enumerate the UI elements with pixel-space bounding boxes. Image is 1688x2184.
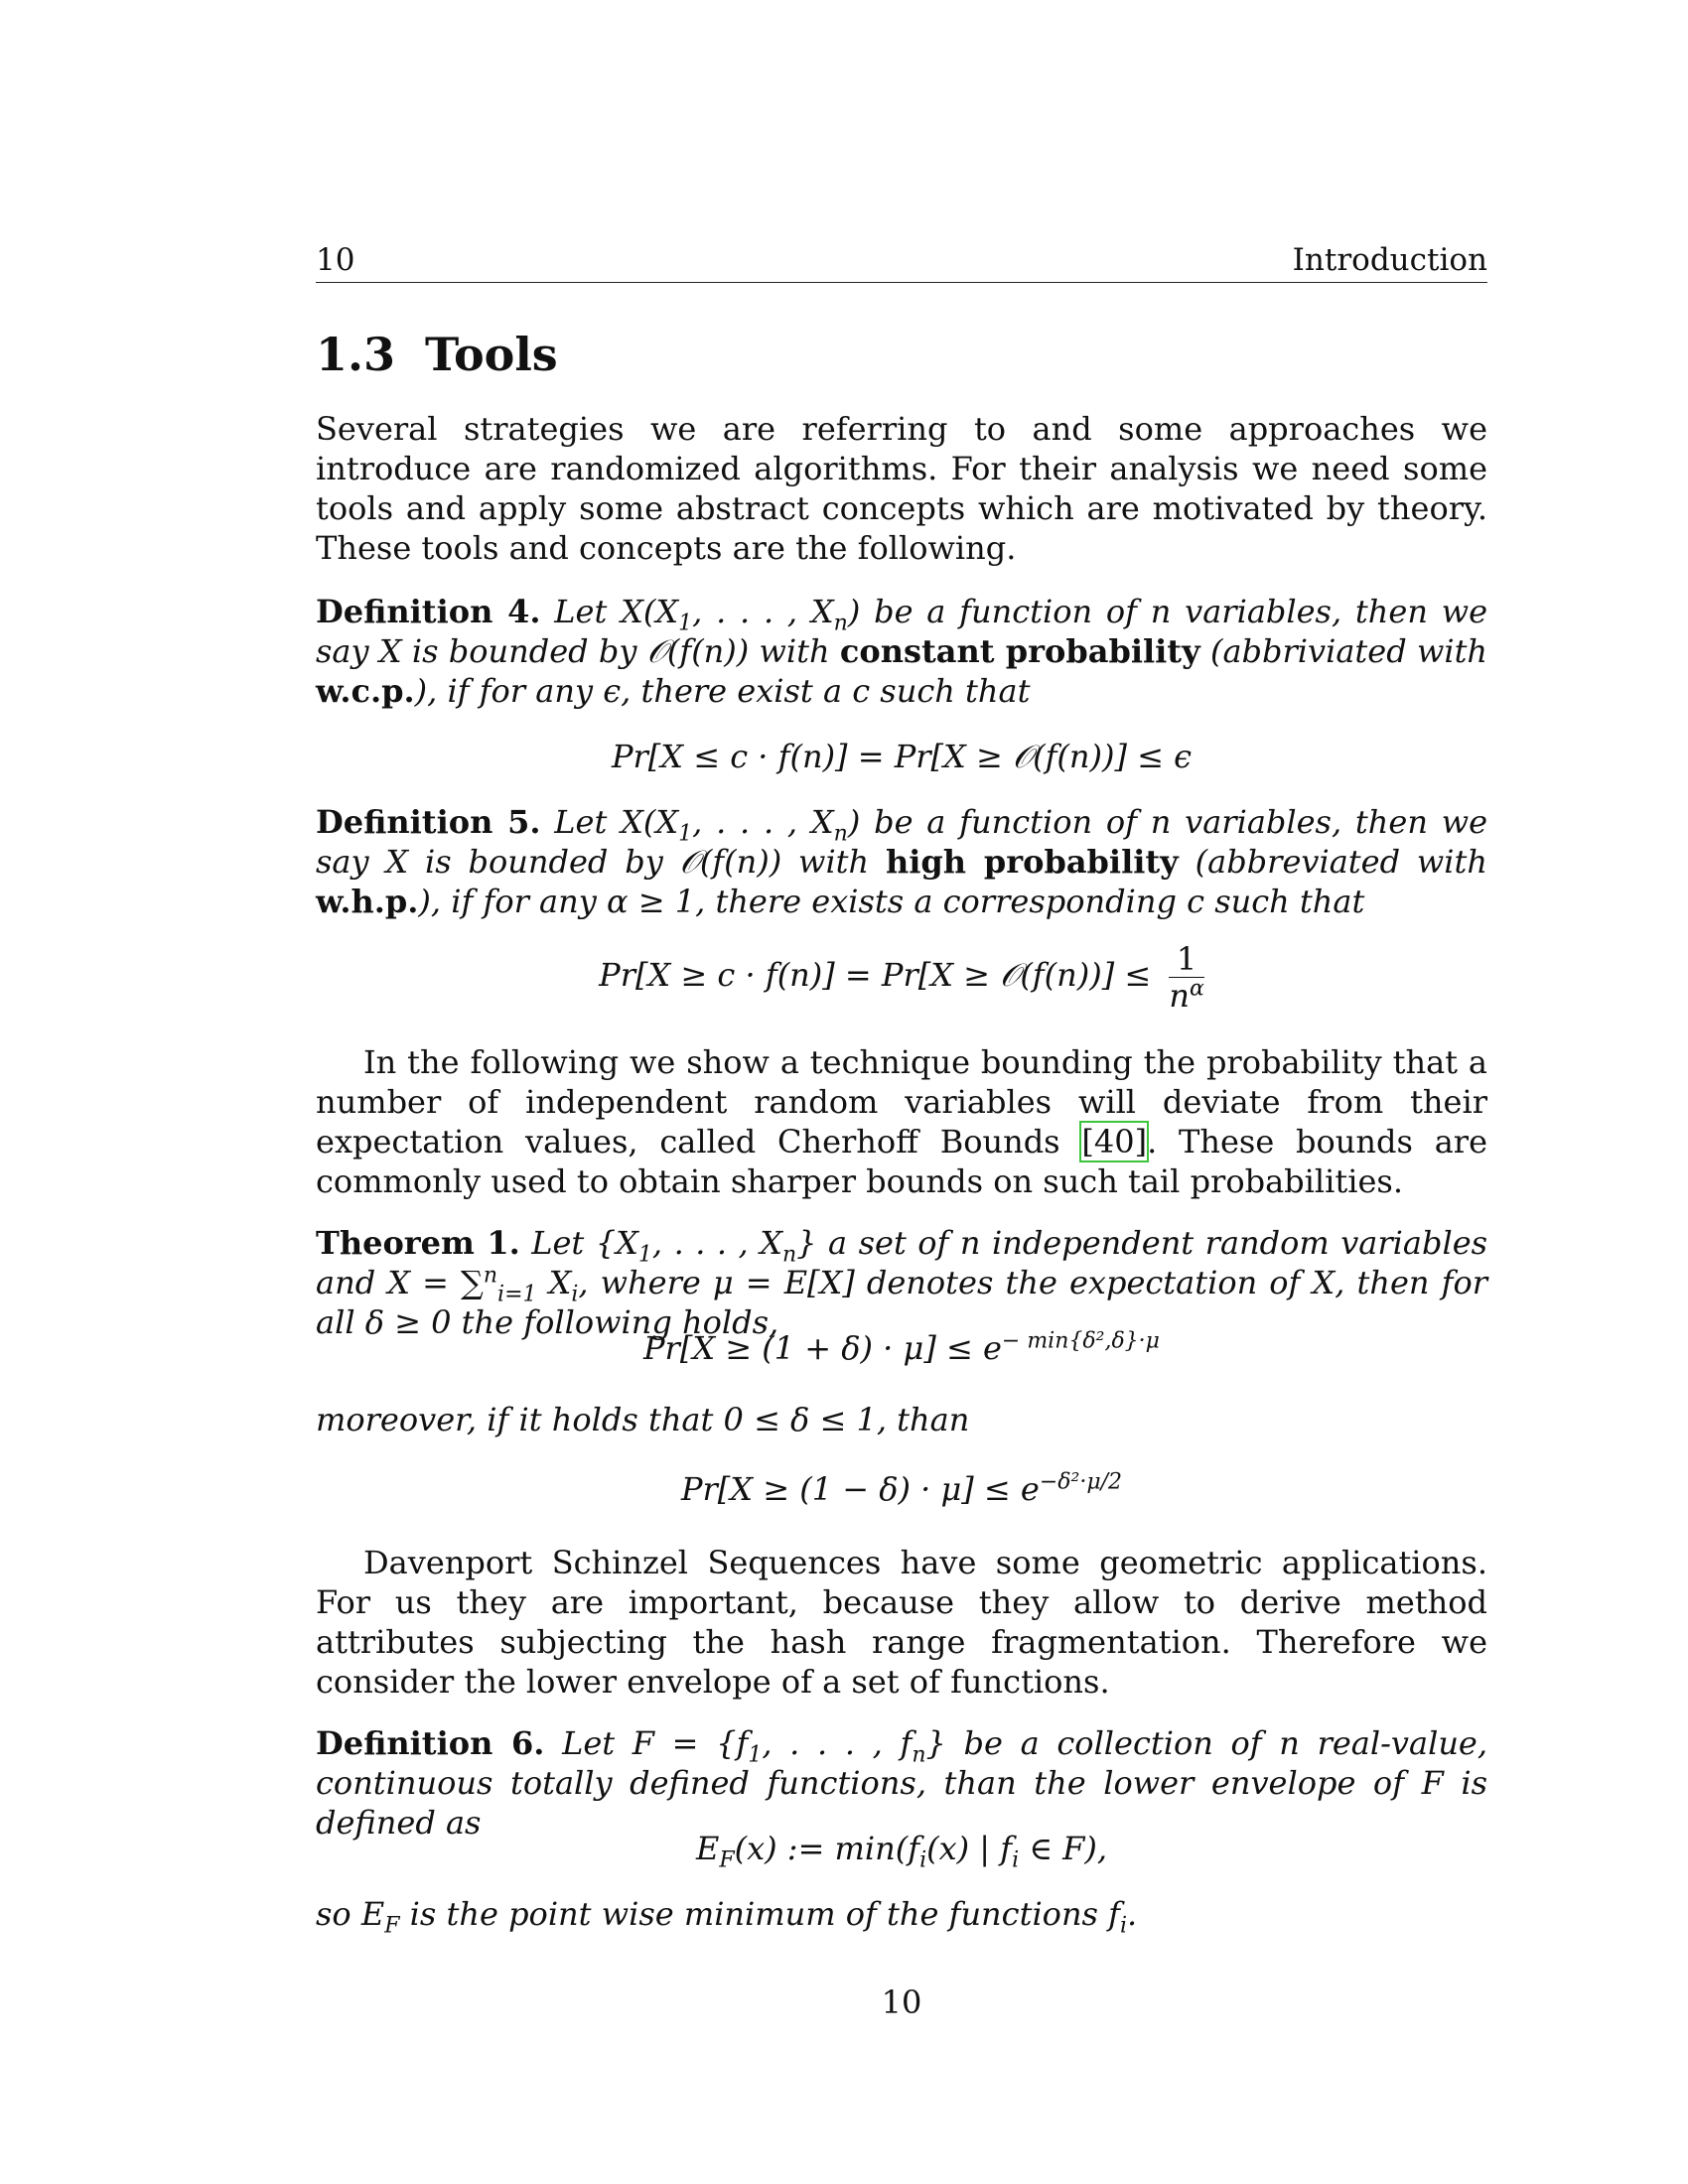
definition-5: Definition 5. Let $X(X_1$, . . . , $X_n$) be a function of n variables, then we say X is bounded by 𝒪(f(n)) with high probability (abbreviated with w.h.p.), if for any α ≥ 1, there exists a corresponding c such that <box>316 803 1488 920</box>
section-heading <box>316 328 558 381</box>
section-number: 1.3 <box>316 328 396 381</box>
theorem-1-label: Theorem 1. <box>316 1224 520 1262</box>
definition-5-label: Definition 5. <box>316 803 541 841</box>
definition-4: Definition 4. Let $X(X_1$, . . . , $X_n$) be a function of n variables, then we say X is bounded by 𝒪(f(n)) with constant probability (abbriviated with w.c.p.), if for any ϵ, there exist a c such that <box>316 593 1488 710</box>
definition-4-label: Definition 4. <box>316 593 541 630</box>
definition-6-label: Definition 6. <box>316 1724 545 1762</box>
theorem-1: Theorem 1. Let {$X_1$, . . . , $X_n$} a set of n independent random variables and X = ∑$^n_{i=1}$ $X_i$, where μ = E[X] denotes the expectation of X, then for all δ ≥ 0 the following holds, <box>316 1224 1488 1341</box>
definition-4-term: constant probability <box>839 632 1200 670</box>
definition-4-equation: Pr[X ≤ c · f(n)] = Pr[X ≥ 𝒪(f(n))] ≤ ϵ <box>611 738 1193 775</box>
header-page-number: 10 <box>316 242 355 278</box>
definition-5-equation: Pr[X ≥ c · f(n)] = Pr[X ≥ 𝒪(f(n))] ≤ $\frac{1}{n^\alpha}$ <box>599 940 1204 1015</box>
definition-6: Definition 6. Let $F = \{f_1$, . . . , $f_n$} be a collection of n real-value, continuous totally defined functions, than the lower envelope of F is defined as <box>316 1724 1488 1842</box>
fraction: $\frac{1}{n^\alpha}$ <box>1169 940 1204 1015</box>
theorem-1-equation-1: $Pr[X \ge (1 + \delta) \cdot \mu] \le e^{- min\{\delta^2,\delta\}\cdot\mu}$ <box>643 1328 1160 1367</box>
running-header <box>316 242 1487 283</box>
definition-5-term: high probability <box>886 843 1179 881</box>
definition-6-closing: so $E_F$ is the point wise minimum of the functions $f_i$. <box>316 1895 1138 1939</box>
footer-page-number: 10 <box>881 1983 922 2021</box>
davenport-paragraph: Davenport Schinzel Sequences have some geometric applications. For us they are important, because they allow to derive method attributes subjecting the hash range fragmentation. Therefore we consider the lower envelope of a set of functions. <box>316 1544 1487 1701</box>
intro-paragraph: Several strategies we are referring to and some approaches we introduce are randomized algorithms. For their analysis we need some tools and apply some abstract concepts which are motivated by theory. These tools and concepts are the following. <box>316 410 1487 567</box>
definition-6-equation: $E_F(x)$ := $\min(f_i(x)$ | $f_i$ ∈ F), <box>695 1830 1108 1873</box>
citation-link[interactable]: [40] <box>1081 1123 1148 1160</box>
section-title: Tools <box>425 328 558 381</box>
theorem-1-moreover: moreover, if it holds that 0 ≤ δ ≤ 1, than <box>316 1401 970 1438</box>
chernoff-paragraph: In the following we show a technique bounding the probability that a number of independent random variables will deviate from their expectation values, called Cherhoff Bounds [40]. These bounds are commonly used to obtain sharper bounds on such tail probabilities. <box>316 1043 1488 1200</box>
theorem-1-equation-2: $Pr[X \ge (1 - \delta) \cdot \mu] \le e^{-\delta^2\cdot\mu/2}$ <box>680 1469 1123 1508</box>
header-chapter-title: Introduction <box>1292 242 1487 278</box>
